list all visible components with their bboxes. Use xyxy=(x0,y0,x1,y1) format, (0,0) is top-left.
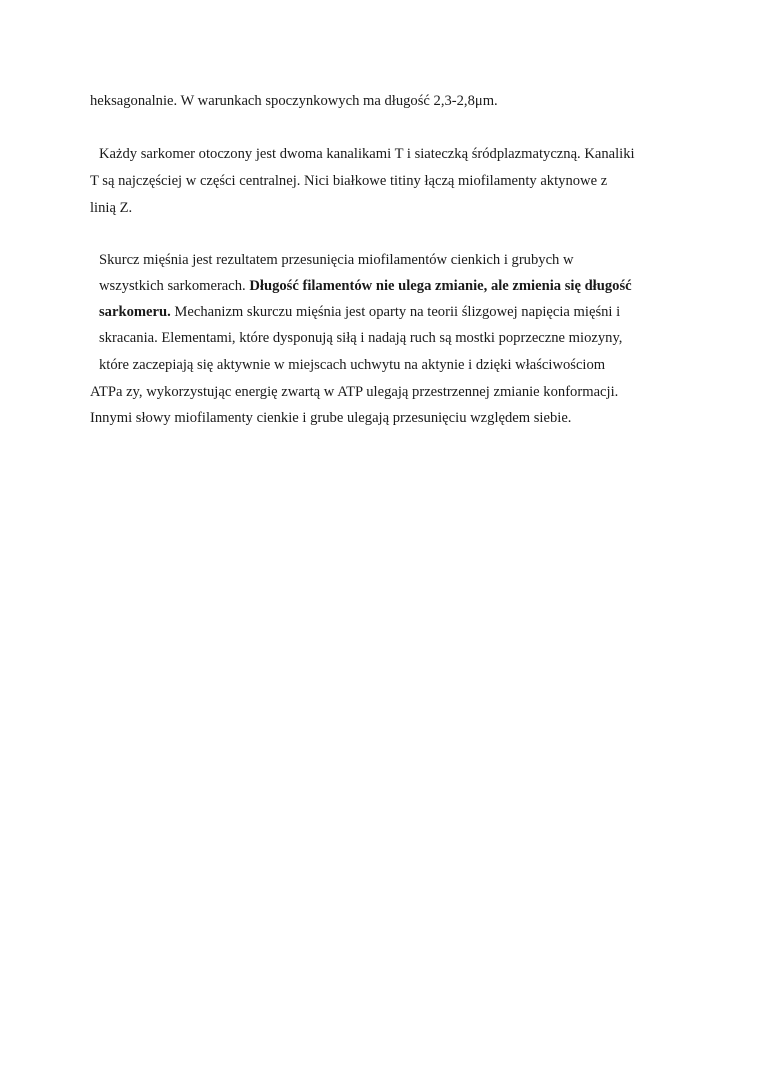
p2-line-3: linią Z. xyxy=(90,200,133,216)
p3-line-4: skracania. Elementami, które dysponują siłą i nadają ruch są mostki poprzeczne miozyny, xyxy=(99,330,623,346)
p3-line-3-text: Mechanizm skurczu mięśnia jest oparty na teorii ślizgowej napięcia mięśni i xyxy=(170,304,621,320)
p3-line-2 xyxy=(99,277,632,295)
p3-line-1: Skurcz mięśnia jest rezultatem przesunięcia miofilamentów cienkich i grubych w xyxy=(99,252,574,268)
p2-line-1: Każdy sarkomer otoczony jest dwoma kanalikami T i siateczką śródplazmatyczną. Kanaliki xyxy=(99,146,635,162)
p3-line-2-bold-text: Długość filamentów nie ulega zmianie, ale zmienia się długość xyxy=(249,278,632,294)
p3-line-6: ATPa zy, wykorzystując energię zwartą w ATP ulegają przestrzennej zmianie konformacji. xyxy=(90,384,619,400)
p2-line-2: T są najczęściej w części centralnej. Nici białkowe titiny łączą miofilamenty aktynowe z xyxy=(90,173,608,189)
p3-line-2-text: wszystkich sarkomerach. xyxy=(99,278,250,294)
p1-line-1: heksagonalnie. W warunkach spoczynkowych ma długość 2,3-2,8μm. xyxy=(90,93,498,109)
p3-line-3-bold-text: sarkomeru. xyxy=(99,304,171,320)
p3-line-5: które zaczepiają się aktywnie w miejscach uchwytu na aktynie i dzięki właściwościom xyxy=(99,357,606,373)
p3-line-7: Innymi słowy miofilamenty cienkie i grube ulegają przesunięciu względem siebie. xyxy=(90,410,572,426)
p3-line-3 xyxy=(99,303,620,321)
